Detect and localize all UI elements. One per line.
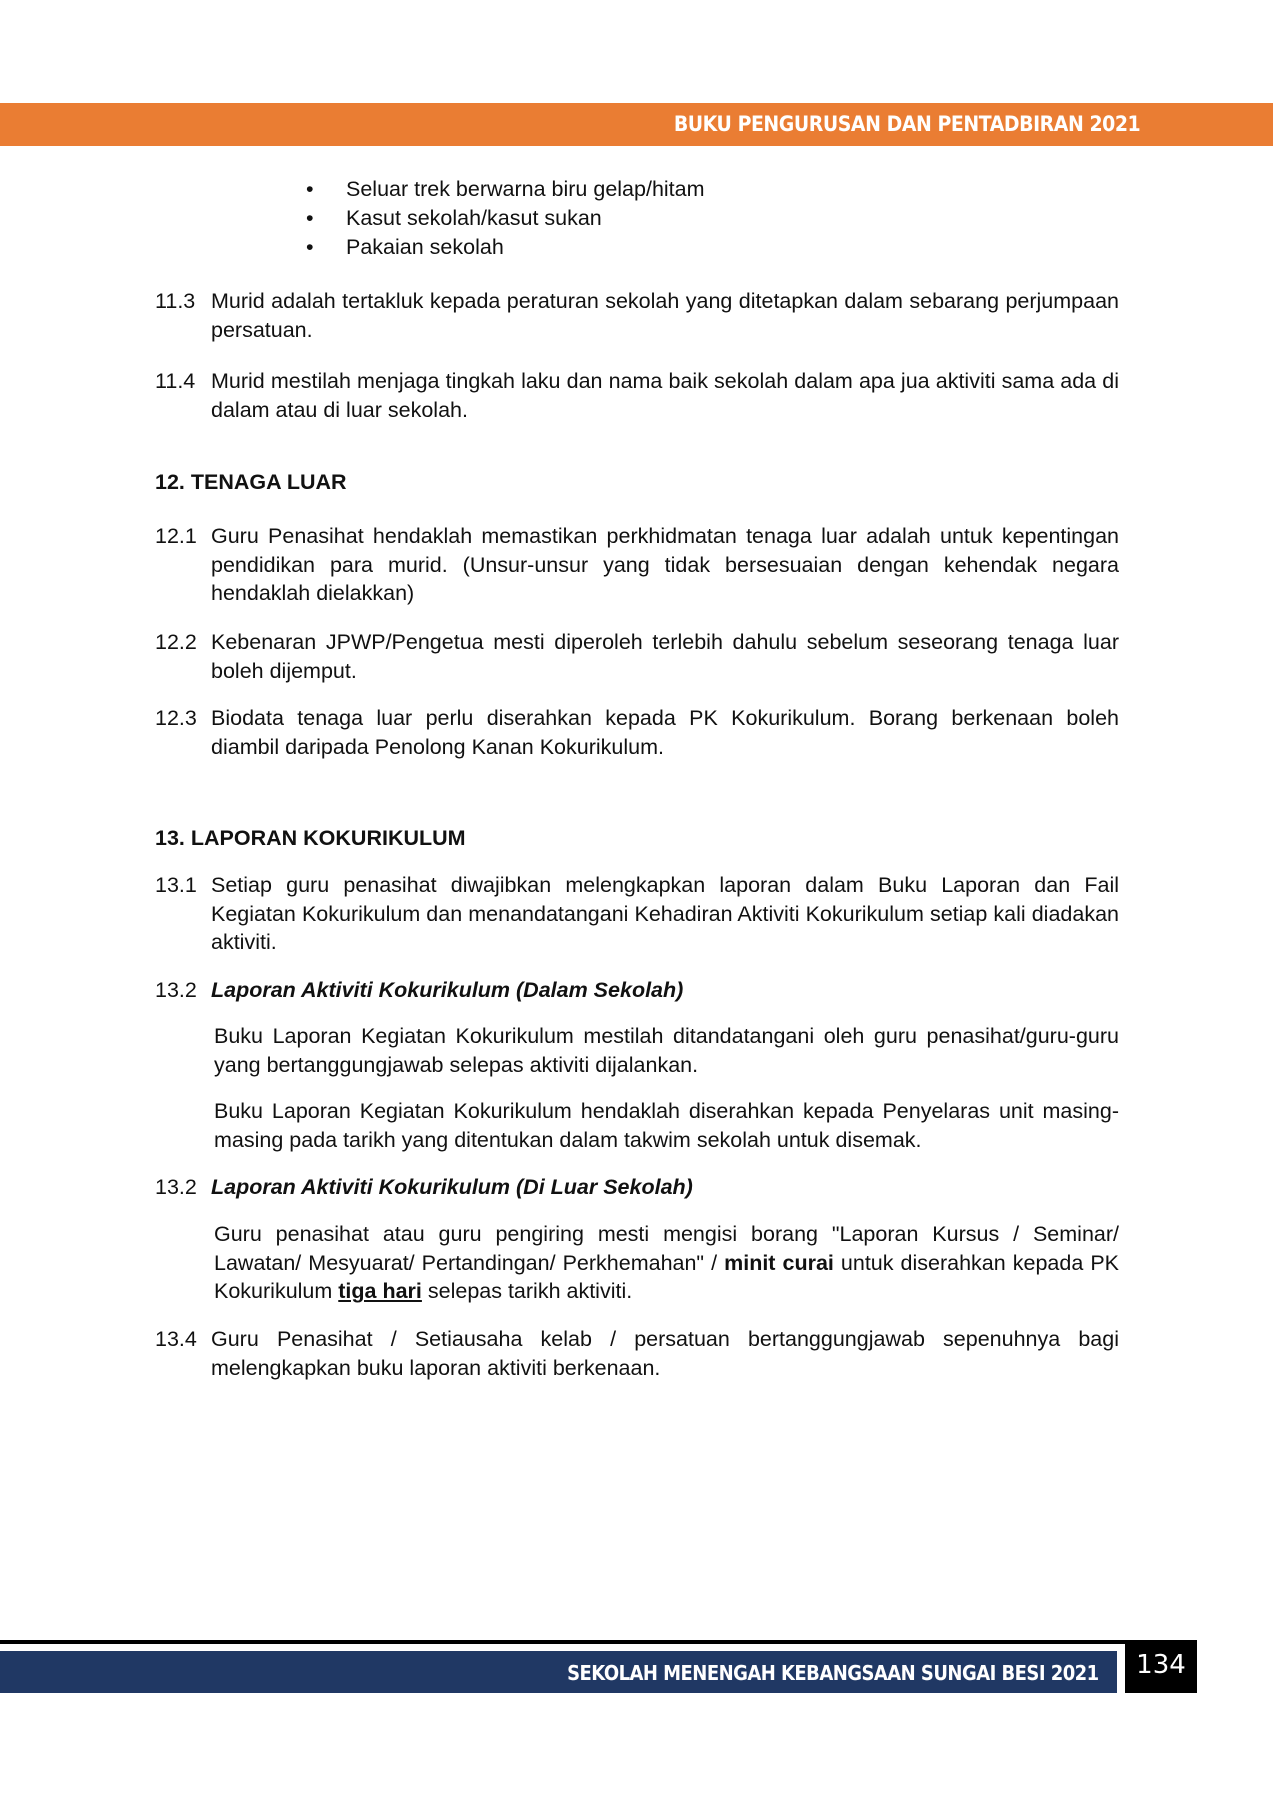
bullet-icon: •	[306, 206, 314, 230]
page-number: 134	[1125, 1640, 1197, 1693]
subheading: Laporan Aktiviti Kokurikulum (Dalam Sekolah)	[211, 978, 684, 1002]
bullet-icon: •	[306, 177, 314, 201]
header-band	[0, 103, 1273, 146]
subheading: Laporan Aktiviti Kokurikulum (Di Luar Sekolah)	[211, 1175, 693, 1199]
section-heading-12: 12. TENAGA LUAR	[155, 470, 347, 494]
footer-school: SEKOLAH MENENGAH KEBANGSAAN SUNGAI BESI 2021	[567, 1661, 1099, 1685]
bullet-icon: •	[306, 235, 314, 259]
header-title: BUKU PENGURUSAN DAN PENTADBIRAN 2021	[673, 112, 1140, 136]
footer-band	[0, 1651, 1117, 1693]
footer-rule	[0, 1640, 1197, 1644]
section-heading-13: 13. LAPORAN KOKURIKULUM	[155, 826, 466, 850]
